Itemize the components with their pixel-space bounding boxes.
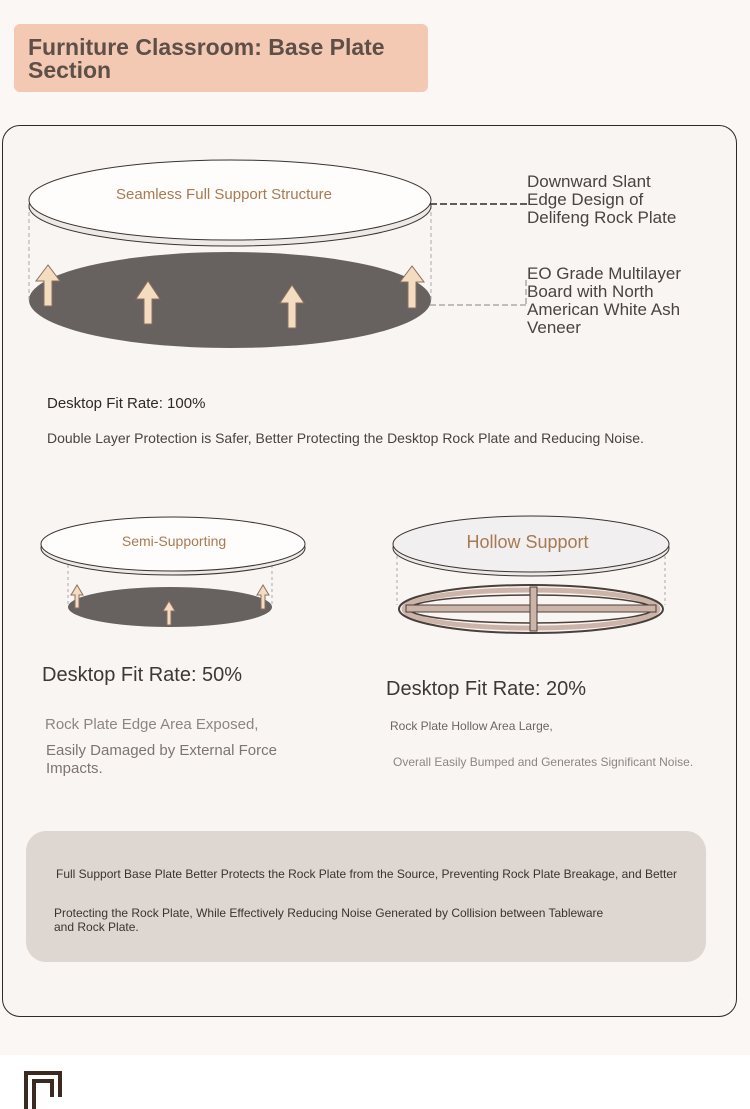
top-plate-label: Seamless Full Support Structure: [116, 186, 332, 203]
semi-fit-rate: Desktop Fit Rate: 50%: [42, 664, 243, 686]
full-fit-desc: Double Layer Protection is Safer, Better Protecting the Desktop Rock Plate and Reducing Noise.: [47, 430, 644, 446]
leader-lines: [430, 195, 540, 315]
semi-desc-1: Rock Plate Edge Area Exposed,: [45, 716, 259, 733]
hollow-support-illustration: [388, 510, 678, 645]
semi-desc-2: Easily Damaged by External Force Impacts.: [46, 742, 277, 777]
rock-plate-callout: Downward Slant Edge Design of Delifeng Rock Plate: [527, 172, 677, 227]
hollow-desc-2: Overall Easily Bumped and Generates Significant Noise.: [393, 755, 694, 769]
footer-band: [0, 1055, 750, 1109]
hollow-frame: [530, 587, 537, 631]
hollow-label: Hollow Support: [466, 532, 589, 552]
page-title: Furniture Classroom: Base Plate Section: [28, 34, 385, 83]
brand-logo-icon: [24, 1071, 64, 1109]
full-support-illustration: [20, 150, 450, 360]
summary-line-2: Protecting the Rock Plate, While Effectively Reducing Noise Generated by Collision between Tableware and Rock Plate.: [54, 906, 604, 934]
hollow-fit-rate: Desktop Fit Rate: 20%: [386, 678, 587, 700]
hollow-desc-1: Rock Plate Hollow Area Large,: [390, 719, 553, 733]
summary-line-1: Full Support Base Plate Better Protects the Rock Plate from the Source, Preventing Rock Plate Breakage, and Better: [56, 867, 677, 881]
full-fit-rate: Desktop Fit Rate: 100%: [47, 395, 206, 412]
summary-box: [26, 831, 706, 962]
full-support-base-plate: [29, 252, 431, 348]
semi-label: Semi-Supporting: [121, 533, 227, 549]
multilayer-board-callout: EO Grade Multilayer Board with North American White Ash Veneer: [527, 264, 681, 337]
